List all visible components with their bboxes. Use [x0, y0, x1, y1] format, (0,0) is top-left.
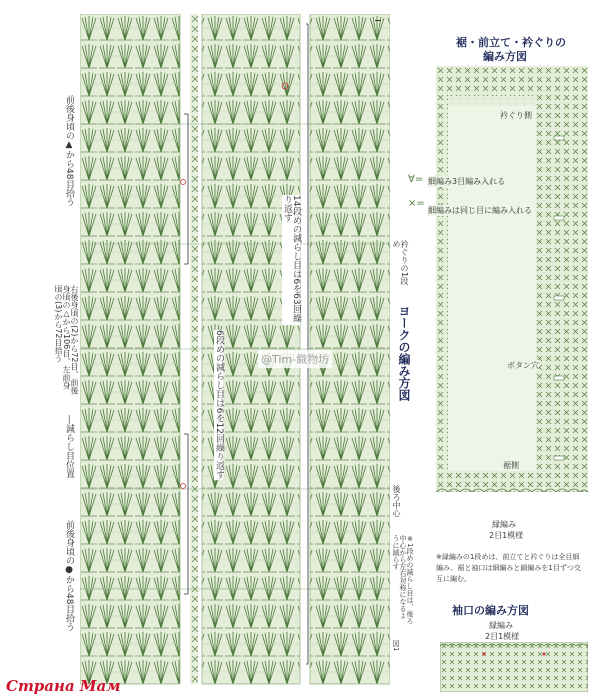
yoke-title: ヨークの編み方図 [397, 305, 411, 401]
front-label-hem: 裾側 [503, 461, 519, 470]
legend-icon-increase: ∀= [408, 174, 424, 185]
yoke-note-decrease: ―減らし目位置 [64, 415, 74, 478]
yoke-watermark: @Tim-織物坊 [258, 350, 332, 368]
yoke-note-front-back-1: 前後身頃の▲から48目拾う [64, 95, 74, 207]
legend-same-stitch: 細編みは同じ目に編み入れる [428, 206, 532, 215]
yoke-chart [80, 14, 390, 694]
front-title-line1: 裾・前立て・衿ぐりの [456, 36, 566, 49]
yoke-note-row6: 6段めの減らし目は6を12回繰り返す [214, 330, 224, 479]
cuff-label-2: 2目1模様 [485, 632, 520, 641]
yoke-note-symmetry: ※1段めの減らし目は、後ろ中心から左右対称になるように減らす [392, 535, 414, 625]
legend-increase: 細編み3目編み入れる [428, 177, 506, 186]
site-credit: Страна Мам [6, 677, 121, 695]
cuff-chart [440, 642, 588, 692]
legend-icon-same: ×= [408, 198, 425, 209]
front-label-collar: 衿ぐり側 [500, 111, 532, 120]
yoke-note-front-back-2: 前後身頃の●から48目拾う [64, 520, 74, 632]
front-bottom-label-1: 縁編み [492, 520, 516, 529]
yoke-note-row14: 14段めの減らし目は6を63回繰り返す [282, 195, 300, 325]
yoke-note-right-back: 右後身頃の(2)から72目、前後身頃の△から106目、左前身頃の(3)から72目拾う [54, 285, 79, 395]
cuff-label-1: 縁編み [489, 621, 513, 630]
yoke-note-collar-row: 衿ぐりの1段め [392, 240, 409, 286]
front-band-chart [436, 66, 588, 492]
yoke-corner-mark: 図1 [392, 640, 400, 652]
cuff-title: 袖口の編み方図 [452, 604, 529, 617]
front-bottom-label-2: 2目1模様 [489, 531, 524, 540]
yoke-top-tick [375, 20, 381, 21]
front-title-line2: 編み方図 [483, 50, 527, 63]
yoke-note-back-center: 後ろ中心 [392, 485, 401, 517]
front-note: ※縁編みの1段めは、前立てと衿ぐりは全目細編み、裾と袖口は細編みと鎖編みを1目ずつ交互に編む。 [436, 553, 581, 583]
front-label-buttonhole: ボタン穴 [507, 361, 539, 370]
